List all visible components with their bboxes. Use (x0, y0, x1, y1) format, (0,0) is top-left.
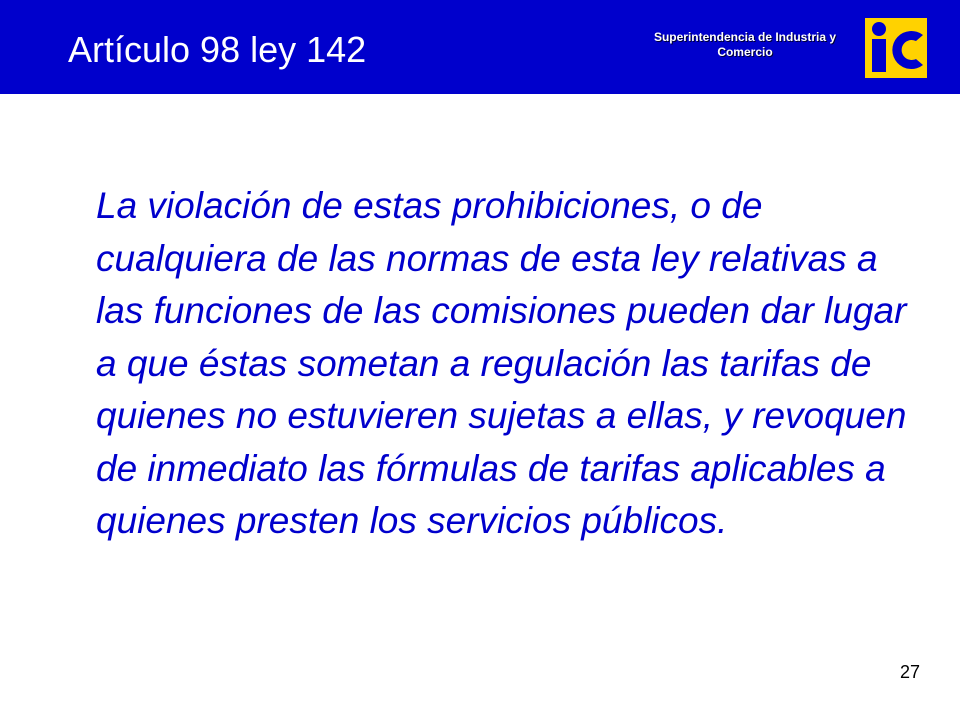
page-number: 27 (899, 662, 920, 682)
sic-logo-icon (865, 18, 927, 78)
slide-title: Artículo 98 ley 142 (68, 29, 367, 70)
slide-header (0, 0, 960, 94)
organization-name (630, 30, 860, 60)
organization-name-line-1: Superintendencia de Industria y (653, 30, 837, 44)
slide-body-text: La violación de estas prohibiciones, o de cualquiera de las normas de esta ley relativas a las funciones de las comisiones pueden dar lugar a que éstas sometan a regulación las tarifas de quienes no estuvieren sujetas a ellas, y revoquen de inmediato las fórmulas de tarifas aplicables a quienes presten los servicios públicos. (96, 185, 907, 541)
organization-name-line-2: Comercio (717, 45, 773, 59)
